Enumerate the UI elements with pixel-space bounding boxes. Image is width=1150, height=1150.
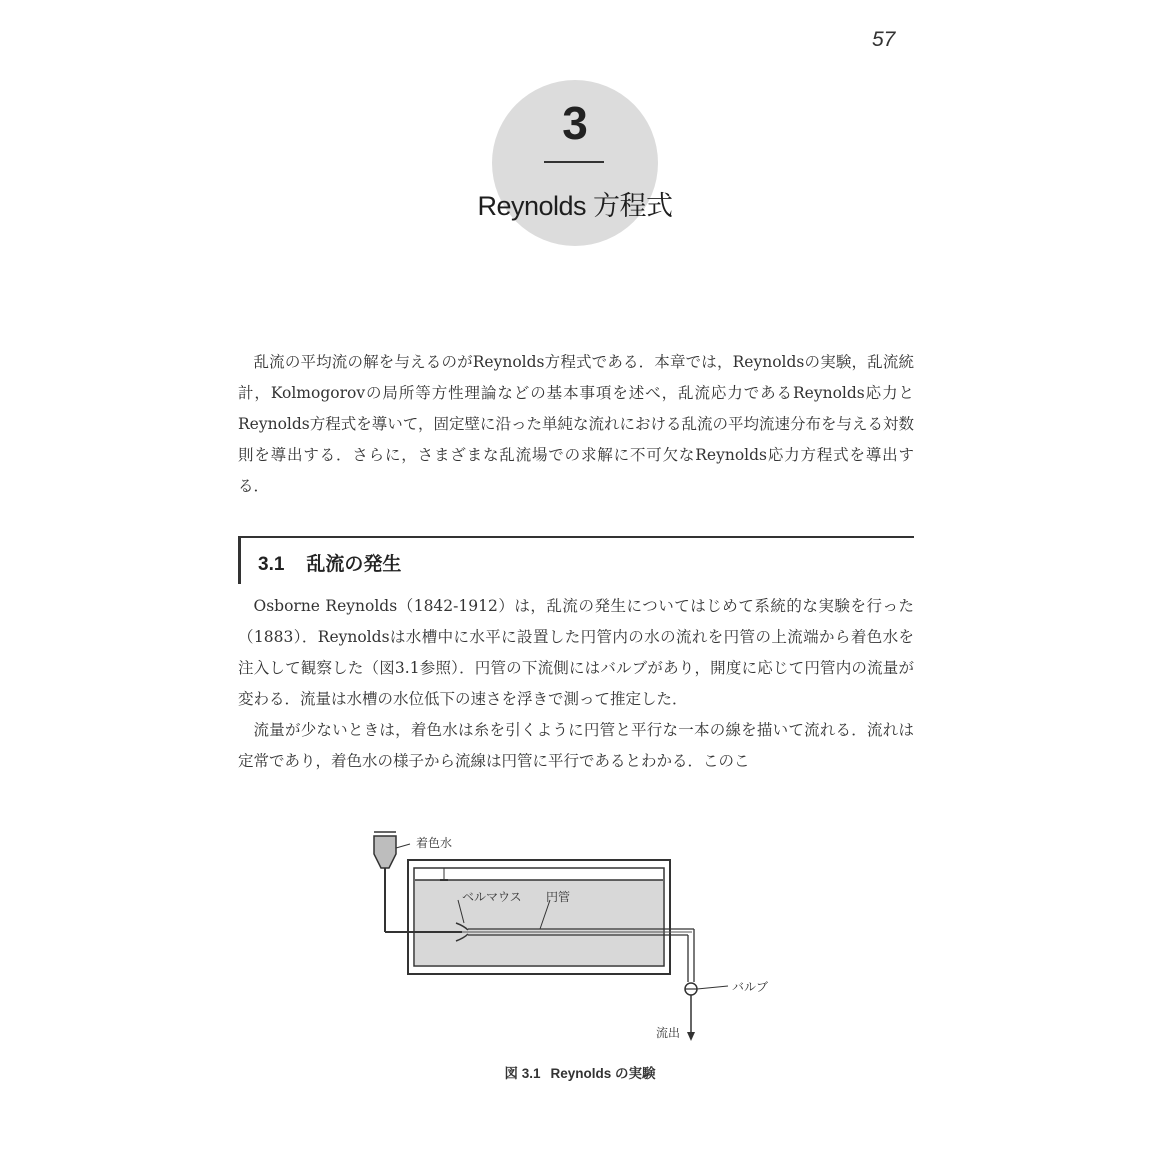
page-number: 57 [872,28,896,51]
label-pipe: 円管 [546,890,571,904]
section-title [258,549,401,576]
body-text [238,591,914,777]
section-title-text: 乱流の発生 [306,554,402,575]
intro-paragraph: 乱流の平均流の解を与えるのがReynolds方程式である．本章では，Reynoldsの実験，乱流統計，Kolmogorovの局所等方性理論などの基本事項を述べ，乱流応力であるReynolds応力とReynolds方程式を導いて，固定壁に沿った単純な流れにおける乱流の平均流速分布を与える対数則を導出する．さらに，さまざまな乱流場での求解に不可欠なReynolds応力方程式を導出する． [238,353,914,495]
label-valve: バルブ [732,980,769,994]
dye-reservoir [374,836,396,868]
chapter-title: Reynolds 方程式 [477,191,673,221]
intro-text [238,347,914,502]
reynolds-experiment-figure [360,826,790,1058]
section-number: 3.1 [258,554,285,575]
experiment-diagram [360,826,790,1058]
chapter-divider [544,161,604,163]
label-outflow: 流出 [656,1026,681,1040]
section-top-rule [238,536,914,538]
figure-caption-number: 図 3.1 [504,1066,541,1081]
valve-leader [697,986,728,989]
tank-water [415,880,663,965]
figure-caption-text: Reynolds の実験 [550,1066,656,1081]
chapter-number: 3 [562,97,588,149]
figure-caption [470,1062,690,1082]
label-dye: 着色水 [416,836,453,850]
body-paragraph: Osborne Reynolds（1842-1912）は，乱流の発生についてはじめて系統的な実験を行った（1883）．Reynoldsは水槽中に水平に設置した円管内の水の流れを円管の上流端から着色水を注入して観察した（図3.1参照）．円管の下流側にはバルブがあり，開度に応じて円管内の流量が変わる．流量は水槽の水位低下の速さを浮きで測って推定した． [238,597,914,708]
dye-leader [396,844,410,848]
label-bellmouth: ベルマウス [462,890,522,904]
section-heading [238,536,914,584]
section-left-bar [238,536,241,584]
body-paragraph: 流量が少ないときは，着色水は糸を引くように円管と平行な一本の線を描いて流れる．流れは定常であり，着色水の様子から流線は円管に平行であるとわかる．このこ [238,721,914,770]
outflow-arrow [687,1032,695,1041]
